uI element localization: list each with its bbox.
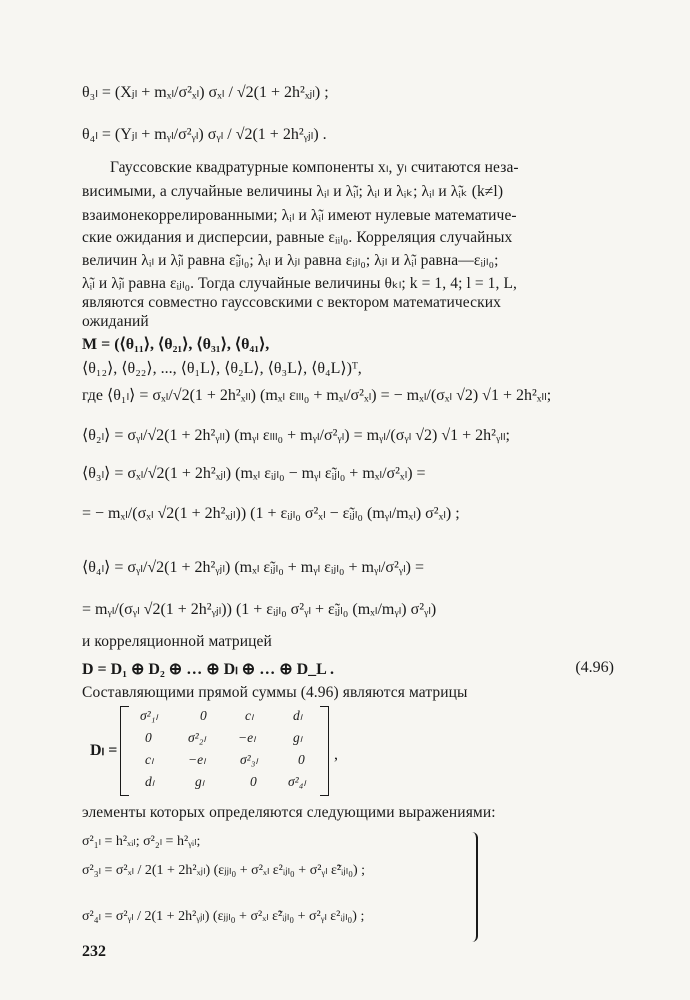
paragraph-line: висимыми, а случайные величины λᵢₗ и λ̃ᵢₗ; λᵢₗ и λᵢₖ; λᵢₗ и λ̃ᵢₖ (k≠l) [82,183,504,200]
equation-sigma12: σ²₁ₗ = h²ₓᵢₗ; σ²₂ₗ = h²ᵧᵢₗ; [82,834,201,849]
equation-theta4-mean: ⟨θ₄ₗ⟩ = σᵧₗ/√2(1 + 2h²ᵧⱼₗ) (mₓₗ ε̃ᵢⱼₗ₀ + mᵧₗ εᵢⱼₗ₀ + mᵧₗ/σ²ᵧₗ) = [82,559,424,576]
paragraph-line: ские ожидания и дисперсии, равные εᵢᵢₗ₀. Корреляция случайных [82,229,513,246]
equation-theta2-mean: ⟨θ₂ₗ⟩ = σᵧₗ/√2(1 + 2h²ᵧₗₗ) (mᵧₗ εₗₗₗ₀ + mᵧₗ/σ²ᵧₗ) = mᵧₗ/(σᵧₗ √2) √1 + 2h²ᵧₗₗ; [82,427,510,444]
right-bracket [320,706,329,796]
matrix-cell: gₗ [293,730,302,745]
paragraph-line: величин λᵢₗ и λ̃ⱼₗ равна ε̃ᵢⱼₗ₀; λᵢₗ и λⱼₗ равна εᵢⱼₗ₀; λⱼₗ и λ̃ᵢₗ равна—εᵢⱼₗ₀; [82,252,499,269]
page-number: 232 [82,943,106,960]
matrix-cell: gₗ [195,774,204,789]
matrix-cell: −eₗ [188,752,206,767]
matrix-cell: dₗ [145,774,154,789]
matrix-comma: , [334,746,338,763]
matrix-cell: cₗ [245,708,254,723]
matrix-cell: cₗ [145,752,154,767]
paragraph-line: взаимонекоррелированными; λᵢₗ и λ̃ᵢₗ имеют нулевые математиче- [82,207,517,224]
equation-number: (4.96) [575,659,614,676]
matrix-cell: σ²₄ₗ [288,774,306,789]
matrix-cell: σ²₃ₗ [240,752,258,767]
matrix-cell: 0 [200,708,207,723]
matrix-cell: σ²₁ₗ [140,708,158,723]
equation-theta1-mean: где ⟨θ₁ₗ⟩ = σₓₗ/√2(1 + 2h²ₓₗₗ) (mₓₗ εₗₗₗ₀ + mₓₗ/σ²ₓₗ) = − mₓₗ/(σₓₗ √2) √1 + 2h²ₓₗₗ; [82,387,552,404]
paragraph-line: Гауссовские квадратурные компоненты xₗ, yₗ считаются неза- [110,159,519,176]
matrix-dl [90,706,350,794]
matrix-cell: −eₗ [238,730,256,745]
matrix-cell: dₗ [293,708,302,723]
equation-theta3: θ₃ₗ = (Xⱼₗ + mₓₗ/σ²ₓₗ) σₓₗ / √2(1 + 2h²ₓⱼₗ) ; [82,84,329,101]
paragraph-line: ожиданий [82,313,149,330]
text-correlation-matrix: и корреляционной матрицей [82,633,272,650]
right-brace [470,832,478,942]
paragraph-line: являются совместно гауссовскими с вектором математических [82,294,501,311]
matrix-cell: 0 [250,774,257,789]
equation-sigma3: σ²₃ₗ = σ²ₓₗ / 2(1 + 2h²ₓⱼₗ) (εⱼⱼₗ₀ + σ²ₓₗ ε²ᵢⱼₗ₀ + σ²ᵧₗ ε̃²ᵢⱼₗ₀) ; [82,863,366,878]
equation-sigma4: σ²₄ₗ = σ²ᵧₗ / 2(1 + 2h²ᵧⱼₗ) (εⱼⱼₗ₀ + σ²ₓₗ ε̃²ᵢⱼₗ₀ + σ²ᵧₗ ε²ᵢⱼₗ₀) ; [82,909,365,924]
equation-theta3-mean-cont: = − mₓₗ/(σₓₗ √2(1 + 2h²ₓⱼₗ)) (1 + εᵢⱼₗ₀ σ²ₓₗ − ε̃ᵢⱼₗ₀ (mᵧₗ/mₓₗ) σ²ₓₗ) ; [82,505,460,522]
matrix-cell: 0 [145,730,152,745]
vector-m-line1: M = (⟨θ₁₁⟩, ⟨θ₂₁⟩, ⟨θ₃₁⟩, ⟨θ₄₁⟩, [82,336,270,353]
equation-direct-sum: D = D₁ ⊕ D₂ ⊕ … ⊕ Dₗ ⊕ … ⊕ D_L . [82,661,334,678]
paragraph-line: λ̃ᵢₗ и λ̃ⱼₗ равна εᵢⱼₗ₀. Тогда случайные величины θₖₗ; k = 1, 4; l = 1, L, [82,275,518,292]
text-elements: элементы которых определяются следующими выражениями: [82,804,496,821]
equation-theta4: θ₄ₗ = (Yⱼₗ + mᵧₗ/σ²ᵧₗ) σᵧₗ / √2(1 + 2h²ᵧⱼₗ) . [82,126,327,143]
matrix-label: Dₗ = [90,742,118,759]
matrix-cell: σ²₂ₗ [188,730,206,745]
matrix-cell: 0 [298,752,305,767]
equation-theta4-mean-cont: = mᵧₗ/(σᵧₗ √2(1 + 2h²ᵧⱼₗ)) (1 + εᵢⱼₗ₀ σ²ᵧₗ + ε̃ᵢⱼₗ₀ (mₓₗ/mᵧₗ) σ²ᵧₗ) [82,601,437,618]
equation-theta3-mean: ⟨θ₃ₗ⟩ = σₓₗ/√2(1 + 2h²ₓⱼₗ) (mₓₗ εᵢⱼₗ₀ − mᵧₗ ε̃ᵢⱼₗ₀ + mₓₗ/σ²ₓₗ) = [82,465,426,482]
text-components: Составляющими прямой суммы (4.96) являются матрицы [82,684,468,701]
vector-m-line2: ⟨θ₁₂⟩, ⟨θ₂₂⟩, ..., ⟨θ₁L⟩, ⟨θ₂L⟩, ⟨θ₃L⟩, ⟨θ₄L⟩)ᵀ, [82,360,362,377]
left-bracket [120,706,129,796]
